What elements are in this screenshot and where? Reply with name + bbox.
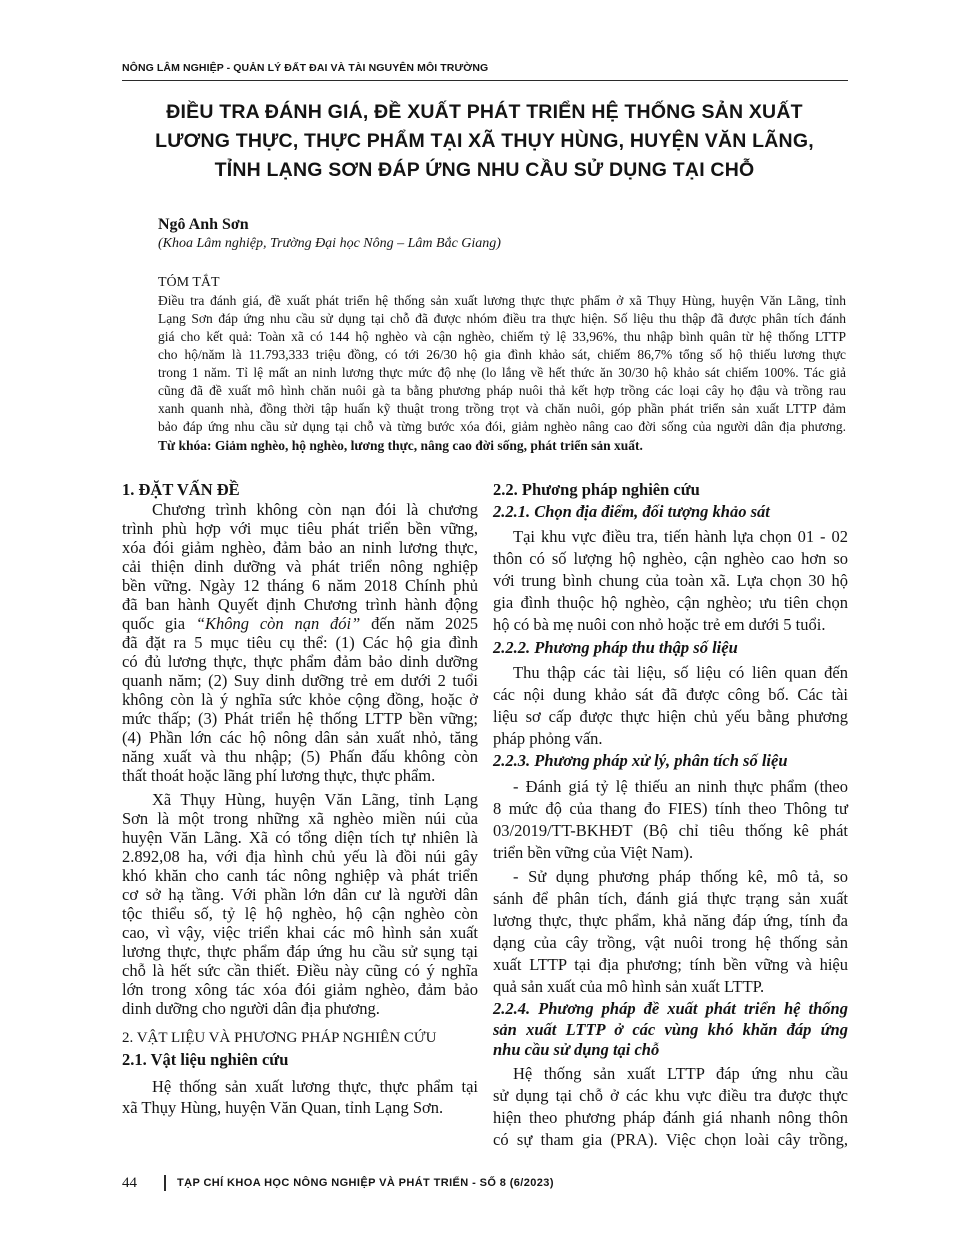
text-line: xuất LTTP tại địa phương; tính bền vững và hiệu	[493, 955, 848, 974]
text-line: (4) Phần lớn các hộ nông dân sản xuất nhỏ, tăng	[122, 728, 478, 747]
title-line: LƯƠNG THỰC, THỰC PHẨM TẠI XÃ THỤY HÙNG, HUYỆN VĂN LÃNG,	[155, 130, 814, 152]
text-line: xóa đói giảm nghèo, đảm bảo an ninh lương thực,	[122, 538, 478, 557]
footer-separator	[164, 1175, 166, 1191]
subsection-heading-2-1: 2.1. Vật liệu nghiên cứu	[122, 1050, 289, 1069]
subsection-heading-2-2-2: 2.2.2. Phương pháp thu thập số liệu	[493, 638, 738, 657]
text-line: Sơn là một trong những xã nghèo miền núi của	[122, 809, 478, 828]
keywords-text: Giảm nghèo, hộ nghèo, lương thực, nâng cao đời sống, phát triển sản xuất.	[214, 438, 643, 453]
text-line: tộc thiểu số, tỷ lệ hộ nghèo, hộ cận nghèo còn	[122, 904, 478, 923]
text-line: Thu thập các tài liệu, số liệu có liên quan đến	[513, 663, 848, 682]
text-line: Hệ thống sản xuất LTTP đáp ứng nhu cầu	[513, 1064, 848, 1083]
title-line: ĐIỀU TRA ĐÁNH GIÁ, ĐỀ XUẤT PHÁT TRIỂN HỆ THỐNG SẢN XUẤT	[166, 101, 803, 123]
text-line: có sự tham gia (PRA). Việc chọn loài cây trồng,	[493, 1130, 848, 1149]
section-heading-1: 1. ĐẶT VẤN ĐỀ	[122, 480, 240, 499]
author-affiliation: (Khoa Lâm nghiệp, Trường Đại học Nông – Lâm Bắc Giang)	[158, 236, 501, 251]
text-line: đã ban hành Quyết định Chương trình hành động	[122, 595, 478, 614]
text-line: không còn là ý nghĩa sức khỏe cộng đồng, hoặc ở	[122, 690, 478, 709]
paragraph	[122, 790, 478, 1018]
program-name-quote: “Không còn nạn đói”	[195, 614, 361, 633]
text-line: Xã Thụy Hùng, huyện Văn Lãng, tỉnh Lạng	[152, 790, 478, 809]
text-line: cũng đã đề xuất mô hình chăn nuôi gà ta bằng phương pháp nuôi thả kết hợp trồng các loại cây họ đậu và trồng rau	[158, 383, 846, 398]
page-number: 44	[122, 1175, 137, 1191]
text-line: lương thực, thực phẩm, khả năng đáp ứng, tính đa	[493, 911, 848, 930]
text-line: các nội dung khảo sát đã được công bố. Các tài	[493, 685, 848, 704]
paragraph	[493, 866, 848, 998]
text-line: thất thoát hoặc lãng phí lương thực, thực phẩm.	[122, 766, 436, 785]
abstract-heading: TÓM TẮT	[158, 275, 220, 290]
text-line: chỗ là hết sức cần thiết. Điều này cũng có ý nghĩa	[122, 961, 478, 980]
text-line: Tại khu vực điều tra, tiến hành lựa chọn 01 - 02	[513, 527, 848, 546]
text-line: pháp phỏng vấn.	[493, 729, 603, 748]
text-line: đã đặt ra 5 mục tiêu cụ thể: (1) Các hộ gia đình	[122, 633, 478, 652]
text-segment: quốc gia	[122, 614, 196, 633]
text-line: triển bền vững của Việt Nam).	[493, 843, 694, 862]
text-line: Lạng Sơn đáp ứng nhu cầu sử dụng tại chỗ đã được nhóm điều tra thực hiện. Số liệu thu thập đã được phân tích đánh	[158, 311, 846, 326]
paragraph	[493, 526, 848, 636]
text-line: bền vững. Ngày 12 tháng 6 năm 2018 Chính phủ	[122, 576, 478, 595]
paragraph	[493, 662, 848, 750]
text-line: hiện theo phương pháp đánh giá nhanh nông thôn	[493, 1108, 848, 1127]
keywords-label: Từ khóa:	[158, 438, 212, 453]
text-line: sử dụng tại chỗ ở các khu vực điều tra được thực	[493, 1086, 848, 1105]
text-line: lương thực, thực phẩm đáp ứng hu cầu sử sụng tại	[122, 942, 478, 961]
heading-line: nhu cầu sử dụng tại chỗ	[493, 1040, 660, 1059]
paragraph	[493, 1063, 848, 1151]
text-line: cho hộ/năm là 11.793,333 triệu đồng, có tới 26/30 hộ gia đình khảo sát, chiếm 86,7% tổng số hộ thiếu lương thực	[158, 347, 846, 362]
abstract-body	[158, 292, 846, 436]
text-line: 2.892,08 ha, với địa hình chủ yếu là đồi núi gây	[122, 847, 478, 866]
text-line: thôn có số lượng hộ nghèo, cận nghèo cao hơn so	[493, 549, 848, 568]
text-line: khó khăn cho canh tác nông nghiệp và phát triển	[122, 866, 478, 885]
journal-footer: TẠP CHÍ KHOA HỌC NÔNG NGHIỆP VÀ PHÁT TRIỂN - SỐ 8 (6/2023)	[177, 1177, 554, 1189]
heading-line: 2.2.4. Phương pháp đề xuất phát triển hệ thống	[493, 999, 848, 1018]
text-line: hộ có bà mẹ nuôi con nhỏ hoặc trẻ em dưới 5 tuổi.	[493, 615, 826, 634]
text-line: huyện Văn Lãng. Xã có tổng diện tích tự nhiên là	[122, 828, 478, 847]
heading-line: sản xuất LTTP ở các vùng khó khăn đáp ứng	[493, 1019, 848, 1039]
text-line: Điều tra đánh giá, đề xuất phát triển hệ thống sản xuất lương thực thực phẩm ở xã Thụy Hùng, huyện Văn Lãng, tỉnh	[158, 293, 846, 308]
text-line: gia đình thuộc hộ nghèo, cận nghèo; ưu tiên chọn	[493, 593, 848, 612]
text-line: liệu sơ cấp được thực hiện chủ yếu bằng phương	[493, 707, 848, 726]
text-line	[122, 614, 478, 633]
text-line: quả sản xuất của mô hình sản xuất LTTP.	[493, 977, 765, 996]
text-line: cao, vì vậy, việc triển khai các mô hình sản xuất	[122, 923, 478, 942]
subsection-heading-2-2-1: 2.2.1. Chọn địa điểm, đối tượng khảo sát	[493, 502, 770, 521]
text-line: Chương trình không còn nạn đói là chương	[152, 500, 478, 519]
text-line: 8 mức độ của thang đo FIES) tính theo Thông tư	[493, 799, 848, 818]
text-line: trong 1 năm. Tỉ lệ mất an ninh lương thực mức độ nhẹ (lo lắng về hết thức ăn 30/30 hộ khảo sát chiếm 100%. Tác giả	[158, 365, 846, 380]
paragraph	[493, 776, 848, 864]
subsection-heading-2-2-4	[493, 999, 848, 1061]
text-line: có đủ lương thực, thực phẩm đảm bảo dinh dưỡng	[122, 652, 478, 671]
section-heading-2: 2. VẬT LIỆU VÀ PHƯƠNG PHÁP NGHIÊN CỨU	[122, 1030, 437, 1046]
text-line: trình phù hợp với mục tiêu phát triển bền vững,	[122, 519, 478, 538]
header-rule	[122, 80, 848, 81]
keywords	[158, 437, 846, 455]
subsection-heading-2-2-3: 2.2.3. Phương pháp xử lý, phân tích số liệu	[493, 751, 788, 770]
text-line: dinh dưỡng cho người dân địa phương.	[122, 999, 380, 1018]
text-line: bảo đáp ứng nhu cầu sử dụng tại chỗ và từng bước xóa đói, giảm nghèo nâng cao đời sống của người dân địa phương.	[158, 419, 846, 434]
text-line: cơ sở hạ tầng. Với phần lớn dân cư là người dân	[122, 885, 478, 904]
author-name: Ngô Anh Sơn	[158, 216, 249, 233]
text-line: dạng của cây trồng, vật nuôi trong hệ thống sản	[493, 933, 848, 952]
text-line: sánh để phân tích, đánh giá thực trạng sản xuất	[493, 889, 848, 908]
paragraph	[122, 500, 478, 785]
text-line: cải thiện dinh dưỡng và phát triển nông nghiệp	[122, 557, 478, 576]
text-line: - Đánh giá tỷ lệ thiếu an ninh thực phẩm (theo	[513, 777, 848, 796]
subsection-heading-2-2: 2.2. Phương pháp nghiên cứu	[493, 480, 700, 499]
paragraph	[122, 1076, 478, 1118]
title-line: TỈNH LẠNG SƠN ĐÁP ỨNG NHU CẦU SỬ DỤNG TẠI CHỖ	[214, 159, 755, 181]
running-header: NÔNG LÂM NGHIỆP - QUẢN LÝ ĐẤT ĐAI VÀ TÀI NGUYÊN MÔI TRƯỜNG	[122, 62, 489, 74]
text-line: xanh quanh nhà, đồng thời tập huấn kỹ thuật trong trồng trọt và chăn nuôi, góp phần phát triển sản xuất LTTP đảm	[158, 401, 846, 416]
text-line: xã Thụy Hùng, huyện Văn Quan, tỉnh Lạng Sơn.	[122, 1098, 444, 1117]
text-line: giá cho kết quả: Toàn xã có 144 hộ nghèo và cận nghèo, chiếm tỷ lệ 33,96%, thu nhập bình quân từ hệ thống LTTP	[158, 329, 846, 344]
text-line: với trung bình chung của toàn xã. Lựa chọn 30 hộ	[493, 571, 848, 590]
article-title	[0, 98, 969, 185]
text-line: - Sử dụng phương pháp thống kê, mô tả, so	[513, 867, 848, 886]
text-line: Hệ thống sản xuất lương thực, thực phẩm tại	[152, 1077, 478, 1096]
text-line: lớn trong xông tác xóa đói giảm nghèo, đảm bảo	[122, 980, 478, 999]
text-line: 03/2019/TT-BKHĐT (Bộ chỉ tiêu thống kê phát	[493, 821, 848, 840]
text-line: mức thấp; (3) Phát triển hệ thống LTTP bền vững;	[122, 709, 478, 728]
text-line: quanh năm; (2) Suy dinh dưỡng trẻ em dưới 2 tuổi	[122, 671, 478, 690]
text-line: năng xuất và thu nhập; (5) Phấn đấu không còn	[122, 747, 478, 766]
text-segment: đến năm 2025	[360, 614, 478, 633]
